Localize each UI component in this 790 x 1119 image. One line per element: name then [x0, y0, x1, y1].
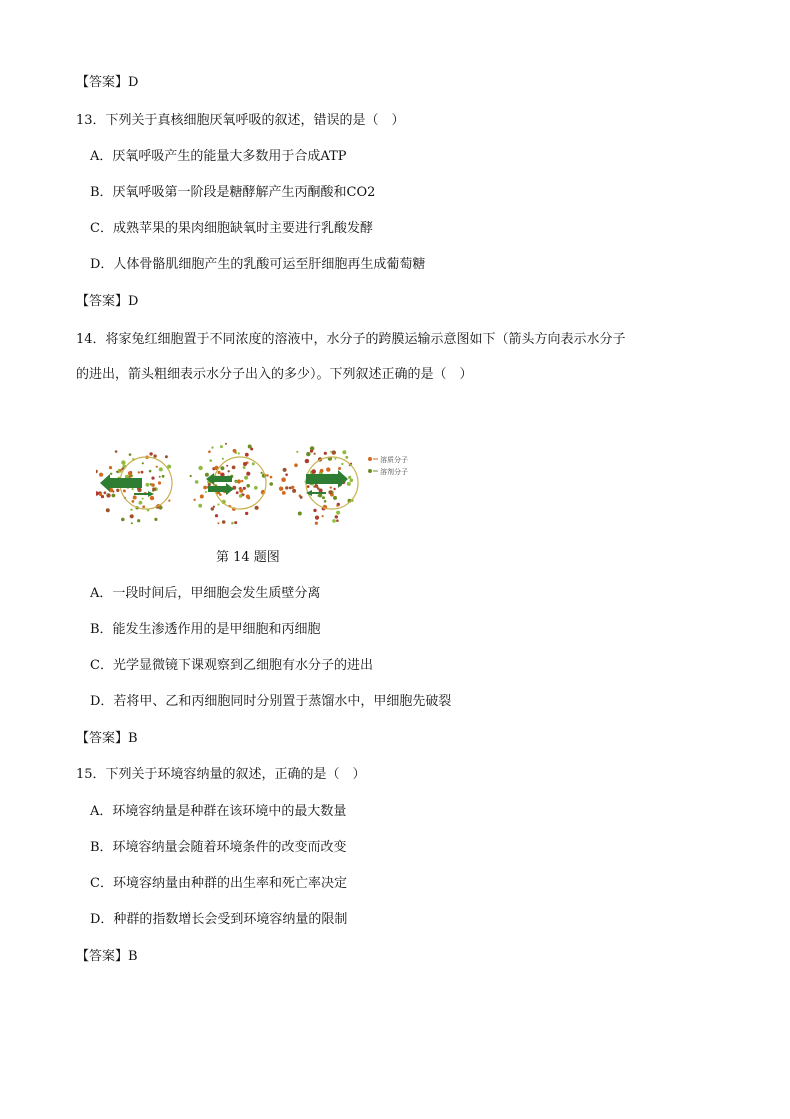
molecule-dot: [198, 466, 202, 470]
molecule-dot: [130, 509, 132, 511]
molecule-dot: [99, 493, 102, 496]
osmosis-figure: [96, 438, 456, 528]
molecule-dot: [333, 488, 335, 490]
molecule-dot: [292, 489, 296, 493]
molecule-dot: [315, 484, 319, 488]
molecule-dot: [110, 473, 112, 475]
molecule-dot: [142, 505, 145, 508]
molecule-dot: [245, 512, 248, 515]
molecule-dot: [324, 452, 327, 455]
water-in-arrow: [208, 483, 234, 495]
molecule-dot: [208, 483, 211, 486]
molecule-dot: [322, 515, 324, 517]
option-14-b: B．能发生渗透作用的是甲细胞和丙细胞: [90, 622, 321, 637]
cell-yi: [190, 443, 273, 525]
option-14-c: C．光学显微镜下课观察到乙细胞有水分子的进出: [90, 658, 373, 673]
molecule-dot: [332, 450, 336, 454]
legend-solute-label: 溶质分子: [380, 456, 408, 464]
molecule-dot: [220, 466, 224, 470]
molecule-dot: [142, 462, 144, 464]
legend-solvent-dot: [368, 469, 372, 473]
molecule-dot: [254, 486, 258, 490]
molecule-dot: [238, 452, 240, 454]
molecule-dot: [159, 476, 161, 478]
molecule-dot: [348, 476, 351, 479]
option-15-a: A．环境容纳量是种群在该环境中的最大数量: [90, 804, 347, 819]
molecule-dot: [130, 514, 134, 518]
molecule-dot: [137, 519, 140, 522]
molecule-dot: [324, 500, 327, 503]
molecule-dot: [132, 500, 135, 503]
molecule-dot: [350, 479, 354, 483]
molecule-dot: [336, 505, 338, 507]
molecule-dot: [252, 462, 255, 465]
molecule-dot: [246, 484, 250, 488]
question-14-stem-line1: 14．将家兔红细胞置于不同浓度的溶液中，水分子的跨膜运输示意图如下（箭头方向表示水分子: [76, 332, 626, 347]
molecule-dot: [151, 477, 154, 480]
molecule-dot: [217, 503, 219, 505]
molecule-dot: [146, 483, 150, 487]
option-13-b: B．厌氧呼吸第一阶段是糖酵解产生丙酮酸和CO2: [90, 185, 376, 200]
molecule-dot: [115, 450, 118, 453]
molecule-dot: [322, 496, 325, 499]
question-15-stem: 15．下列关于环境容纳量的叙述，正确的是（ ）: [76, 767, 366, 782]
molecule-dot: [222, 458, 224, 460]
molecule-dot: [168, 500, 170, 502]
option-13-d: D．人体骨骼肌细胞产生的乳酸可运至肝细胞再生成葡萄糖: [90, 257, 426, 272]
cell-jia: [96, 450, 172, 524]
molecule-dot: [208, 450, 211, 453]
molecule-dot: [279, 487, 283, 491]
molecule-dot: [285, 486, 288, 489]
molecule-dot: [243, 487, 246, 490]
molecule-dot: [129, 453, 132, 456]
molecule-dot: [218, 471, 221, 474]
option-14-d: D．若将甲、乙和丙细胞同时分别置于蒸馏水中，甲细胞先破裂: [90, 694, 452, 709]
molecule-dot: [246, 472, 250, 476]
molecule-dot: [236, 491, 239, 494]
molecule-dot: [298, 512, 302, 516]
molecule-dot: [133, 496, 137, 500]
molecule-dot: [285, 473, 288, 476]
molecule-dot: [104, 491, 107, 494]
molecule-dot: [314, 453, 316, 455]
molecule-dot: [282, 491, 286, 495]
answer-line: 【答案】B: [76, 731, 138, 746]
molecule-dot: [132, 488, 134, 490]
molecule-dot: [138, 471, 140, 473]
molecule-dot: [313, 509, 316, 512]
molecule-dot: [305, 459, 309, 463]
molecule-dot: [220, 445, 223, 448]
molecule-dot: [326, 467, 330, 471]
answer-line: 【答案】D: [76, 75, 139, 90]
molecule-dot: [239, 489, 243, 493]
legend-solvent-label: 溶剂分子: [380, 468, 408, 476]
figure-legend: [368, 455, 408, 476]
molecule-dot: [217, 522, 219, 524]
option-15-c: C．环境容纳量由种群的出生率和死亡率决定: [90, 876, 347, 891]
molecule-dot: [96, 491, 99, 495]
osmosis-diagram: [96, 438, 456, 528]
option-13-c: C．成熟苹果的果肉细胞缺氧时主要进行乳酸发酵: [90, 221, 373, 236]
molecule-dot: [270, 476, 273, 479]
cell-bing: [279, 446, 358, 525]
molecule-dot: [211, 507, 214, 510]
molecule-dot: [200, 495, 204, 499]
molecule-dot: [320, 469, 324, 473]
molecule-dot: [255, 506, 259, 510]
molecule-dot: [106, 493, 110, 497]
molecule-dot: [246, 495, 250, 499]
molecule-dot: [244, 476, 248, 480]
molecule-dot: [331, 491, 333, 493]
molecule-dot: [211, 446, 213, 448]
molecule-dot: [338, 467, 341, 470]
molecule-dot: [225, 443, 227, 445]
molecule-dot: [149, 470, 152, 473]
molecule-dot: [141, 471, 144, 474]
molecule-dot: [283, 468, 287, 472]
molecule-dot: [231, 522, 234, 525]
molecule-dot: [336, 511, 340, 515]
molecule-dot: [330, 486, 332, 488]
molecule-dot: [121, 460, 125, 464]
molecule-dot: [120, 469, 122, 471]
molecule-dot: [116, 471, 118, 473]
molecule-dot: [237, 479, 241, 483]
molecule-dot: [266, 474, 269, 477]
molecule-dot: [149, 452, 152, 455]
molecule-dot: [128, 471, 132, 475]
molecule-dot: [219, 493, 222, 496]
molecule-dot: [232, 466, 236, 470]
molecule-dot: [269, 482, 273, 486]
molecule-dot: [334, 458, 336, 460]
molecule-dot: [154, 518, 157, 521]
molecule-dot: [315, 516, 319, 520]
molecule-dot: [332, 519, 336, 523]
figure-caption: 第 14 题图: [216, 550, 280, 565]
molecule-dot: [209, 459, 212, 462]
answer-line: 【答案】B: [76, 949, 138, 964]
molecule-dot: [121, 518, 125, 522]
option-15-d: D．种群的指数增长会受到环境容纳量的限制: [90, 912, 348, 927]
molecule-dot: [116, 489, 119, 492]
molecule-dot: [335, 515, 338, 518]
molecule-dot: [241, 480, 243, 482]
molecule-dot: [215, 514, 218, 517]
molecule-dot: [195, 480, 199, 484]
molecule-dot: [159, 467, 163, 471]
molecule-dot: [341, 463, 343, 465]
legend-solute-dot: [368, 457, 372, 461]
question-13-stem: 13．下列关于真核细胞厌氧呼吸的叙述，错误的是（ ）: [76, 113, 405, 128]
molecule-dot: [291, 486, 294, 489]
molecule-dot: [109, 466, 112, 469]
molecule-dot: [245, 453, 249, 457]
molecule-dot: [307, 485, 310, 488]
molecule-dot: [198, 504, 202, 508]
molecule-dot: [261, 472, 263, 474]
molecule-dot: [123, 489, 126, 492]
molecule-dot: [162, 475, 165, 478]
molecule-dot: [139, 501, 143, 505]
molecule-dot: [347, 482, 351, 486]
molecule-dot: [315, 522, 318, 525]
molecule-dot: [336, 519, 339, 522]
molecule-dot: [150, 483, 152, 485]
molecule-dot: [222, 520, 226, 524]
molecule-dot: [131, 522, 133, 524]
molecule-dot: [310, 450, 313, 453]
option-14-a: A．一段时间后，甲细胞会发生质壁分离: [90, 586, 321, 601]
molecule-dot: [96, 470, 98, 474]
water-in-arrow: [134, 491, 154, 497]
option-15-b: B．环境容纳量会随着环境条件的改变而改变: [90, 840, 347, 855]
molecule-dot: [345, 456, 348, 459]
molecule-dot: [311, 469, 316, 474]
molecule-dot: [106, 508, 110, 512]
molecule-dot: [330, 451, 332, 453]
molecule-dot: [296, 451, 298, 453]
molecule-dot: [153, 454, 156, 457]
molecule-dot: [243, 462, 247, 466]
molecule-dot: [150, 496, 154, 500]
molecule-dot: [203, 486, 207, 490]
molecule-dot: [281, 477, 286, 482]
answer-line: 【答案】D: [76, 294, 139, 309]
molecule-dot: [112, 494, 116, 498]
molecule-dot: [165, 455, 168, 458]
molecule-dot: [142, 498, 144, 500]
molecule-dot: [158, 481, 161, 484]
molecule-dot: [342, 450, 346, 454]
molecule-dot: [306, 452, 310, 456]
molecule-dot: [193, 499, 195, 501]
molecule-dot: [156, 466, 158, 468]
molecule-dot: [205, 491, 207, 493]
molecule-dot: [294, 463, 298, 467]
molecule-dot: [333, 496, 337, 500]
molecule-dot: [152, 487, 155, 490]
molecule-dot: [239, 494, 243, 498]
molecule-dot: [243, 466, 246, 469]
molecule-dot: [99, 473, 103, 477]
molecule-dot: [250, 448, 253, 451]
option-13-a: A．厌氧呼吸产生的能量大多数用于合成ATP: [90, 149, 347, 164]
molecule-dot: [234, 521, 237, 524]
molecule-dot: [226, 465, 228, 467]
molecule-dot: [190, 475, 192, 477]
question-14-stem-line2: 的进出，箭头粗细表示水分子出入的多少）。下列叙述正确的是（ ）: [76, 367, 473, 382]
molecule-dot: [228, 470, 230, 472]
molecule-dot: [300, 496, 303, 499]
molecule-dot: [233, 449, 237, 453]
molecule-dot: [205, 473, 209, 477]
